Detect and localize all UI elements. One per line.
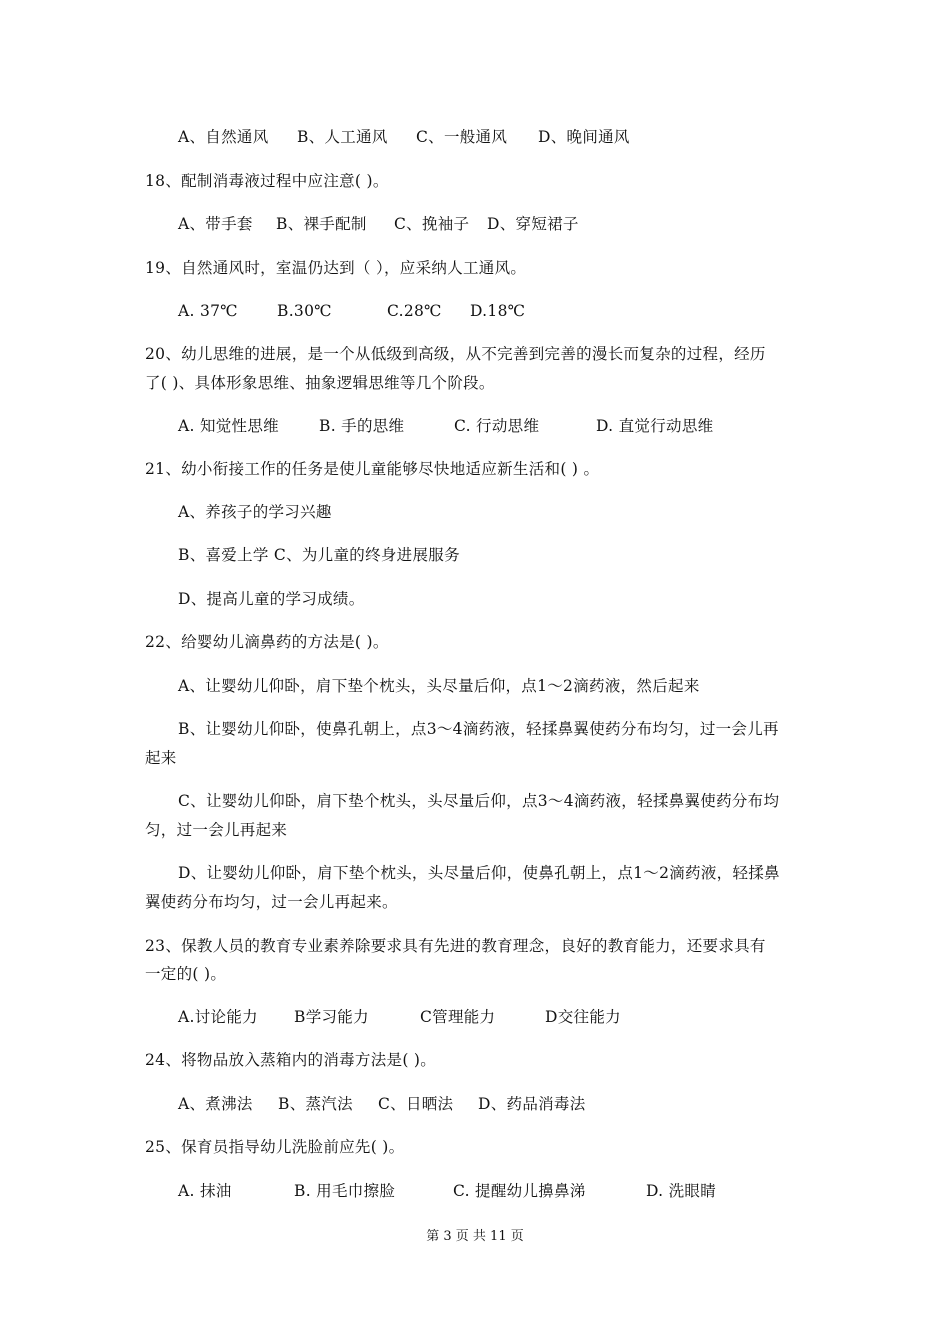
q23-option-b: B学习能力 [294, 1008, 369, 1026]
q20-option-a: A. 知觉性思维 [178, 417, 279, 435]
q24-option-a: A、煮沸法 [178, 1095, 253, 1113]
q24-option-b: B、蒸汽法 [278, 1095, 353, 1113]
q22-option-b-line1: B、让婴幼儿仰卧，使鼻孔朝上，点3～4滴药液，轻揉鼻翼使药分布均匀，过一会儿再 [178, 720, 779, 738]
q22-option-d-line1: D、让婴幼儿仰卧，肩下垫个枕头，头尽量后仰，使鼻孔朝上，点1～2滴药液，轻揉鼻 [178, 864, 780, 882]
q18-option-d: D、穿短裙子 [487, 215, 579, 233]
q24-option-c: C、日晒法 [378, 1095, 454, 1113]
q22-option-d-line2: 翼使药分布均匀，过一会儿再起来。 [145, 893, 398, 911]
q25-stem: 25、保育员指导幼儿洗脸前应先( )。 [145, 1138, 405, 1156]
q21-option-a: A、养孩子的学习兴趣 [178, 503, 332, 521]
q19-stem: 19、自然通风时，室温仍达到（ ），应采纳人工通风。 [145, 259, 527, 277]
q20-option-d: D. 直觉行动思维 [596, 417, 714, 435]
q18-option-b: B、裸手配制 [276, 215, 367, 233]
q20-option-c: C. 行动思维 [454, 417, 540, 435]
q23-stem-line2: 一定的( )。 [145, 965, 227, 983]
q21-option-bc: B、喜爱上学 C、为儿童的终身进展服务 [178, 546, 460, 564]
q22-option-c-line2: 匀，过一会儿再起来 [145, 821, 288, 839]
q22-option-a: A、让婴幼儿仰卧，肩下垫个枕头，头尽量后仰，点1～2滴药液，然后起来 [178, 677, 700, 695]
q17-option-a: A、自然通风 [178, 128, 269, 146]
q24-option-d: D、药品消毒法 [478, 1095, 586, 1113]
q21-stem: 21、幼小衔接工作的任务是使儿童能够尽快地适应新生活和( ) 。 [145, 460, 600, 478]
q20-stem-line1: 20、幼儿思维的进展，是一个从低级到高级，从不完善到完善的漫长而复杂的过程，经历 [145, 345, 766, 363]
q18-stem: 18、配制消毒液过程中应注意( )。 [145, 172, 389, 190]
q20-stem-line2: 了( )、具体形象思维、抽象逻辑思维等几个阶段。 [145, 374, 495, 392]
q17-option-b: B、人工通风 [297, 128, 388, 146]
q17-option-d: D、晚间通风 [538, 128, 630, 146]
q19-option-b: B.30℃ [277, 302, 332, 320]
q19-option-a: A. 37℃ [178, 302, 238, 320]
q19-option-d: D.18℃ [470, 302, 526, 320]
q25-option-a: A. 抹油 [178, 1182, 232, 1200]
q20-option-b: B. 手的思维 [319, 417, 405, 435]
q18-option-a: A、带手套 [178, 215, 253, 233]
q23-option-a: A.讨论能力 [178, 1008, 258, 1026]
q22-option-b-line2: 起来 [145, 749, 177, 767]
q17-option-c: C、一般通风 [416, 128, 508, 146]
q23-option-d: D交往能力 [545, 1008, 621, 1026]
q22-stem: 22、给婴幼儿滴鼻药的方法是( )。 [145, 633, 389, 651]
q25-option-d: D. 洗眼睛 [646, 1182, 717, 1200]
q24-stem: 24、将物品放入蒸箱内的消毒方法是( )。 [145, 1051, 437, 1069]
q25-option-c: C. 提醒幼儿擤鼻涕 [453, 1182, 586, 1200]
q23-stem-line1: 23、保教人员的教育专业素养除要求具有先进的教育理念，良好的教育能力，还要求具有 [145, 937, 766, 955]
q21-option-d: D、提高儿童的学习成绩。 [178, 590, 365, 608]
q25-option-b: B. 用毛巾擦脸 [294, 1182, 396, 1200]
q19-option-c: C.28℃ [387, 302, 442, 320]
q23-option-c: C管理能力 [420, 1008, 496, 1026]
page-footer: 第 3 页 共 11 页 [426, 1229, 524, 1244]
q18-option-c: C、挽袖子 [394, 215, 470, 233]
q22-option-c-line1: C、让婴幼儿仰卧，肩下垫个枕头，头尽量后仰，点3～4滴药液，轻揉鼻翼使药分布均 [178, 792, 780, 810]
